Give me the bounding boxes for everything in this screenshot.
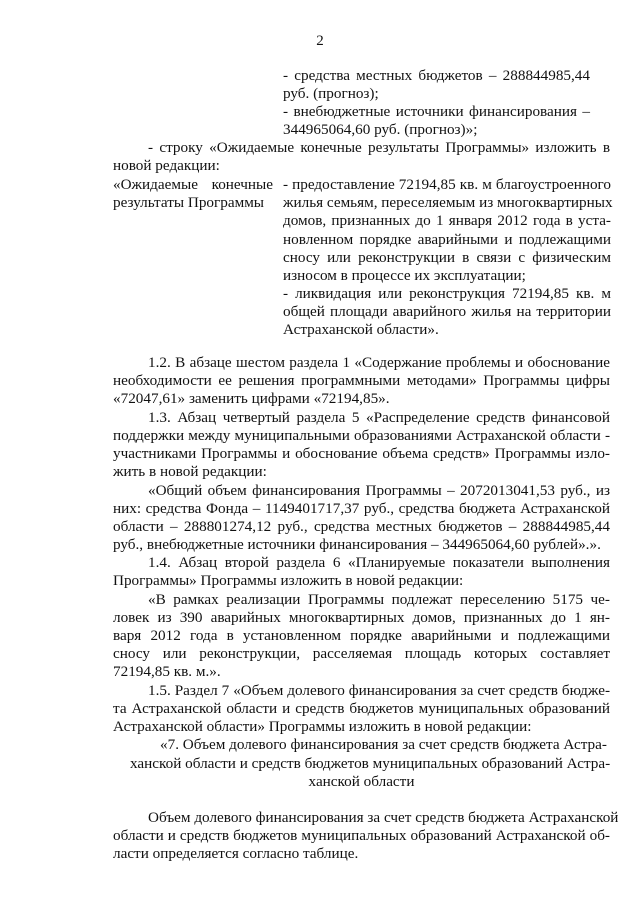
quote-1-4-line: варя 2012 года в установленном порядке аварийными и подлежащими xyxy=(113,627,610,644)
quote-1-3-line: руб., внебюджетные источники финансирования – 344965064,60 рублей».». xyxy=(113,536,601,553)
para-1-3-line: поддержки между муниципальными образованиями Астраханской области - xyxy=(113,427,610,444)
para-1-2-line: «72047,61» заменить цифрами «72194,85». xyxy=(113,390,390,407)
results-value-line: общей площади аварийного жилья на территории xyxy=(283,303,611,320)
section-7-heading: ханской области и средств бюджетов муниципальных образований Астра- xyxy=(130,755,611,772)
extrabudget-line-cont: 344965064,60 руб. (прогноз)»; xyxy=(283,121,478,138)
results-label-cont: результаты Программы xyxy=(113,194,265,211)
closing-line: Объем долевого финансирования за счет средств бюджета Астраханской xyxy=(148,809,619,826)
results-value-line: домов, признанных до 1 января 2012 года в уста- xyxy=(283,212,611,229)
results-value-line: - предоставление 72194,85 кв. м благоустроенного xyxy=(283,176,611,193)
para-1-5-line: 1.5. Раздел 7 «Объем долевого финансирования за счет средств бюдже- xyxy=(148,682,610,699)
results-intro-line-cont: новой редакции: xyxy=(113,157,220,174)
closing-line: ласти определяется согласно таблице. xyxy=(113,845,359,862)
quote-1-4-line: сносу или реконструкции, расселяемая площадь которых составляет xyxy=(113,645,610,662)
results-value-line: износом в процессе их эксплуатации; xyxy=(283,267,526,284)
para-1-3-line: участниками Программы и обоснование объема средств» Программы изло- xyxy=(113,445,610,462)
para-1-5-line: Астраханской области» Программы изложить в новой редакции: xyxy=(113,718,532,735)
page-number: 2 xyxy=(316,33,324,49)
results-value-line: новленном порядке аварийными и подлежащими xyxy=(283,231,611,248)
closing-line: области и средств бюджетов муниципальных образований Астраханской об- xyxy=(113,827,610,844)
quote-1-4-line: ловек из 390 аварийных многоквартирных домов, признанных до 1 ян- xyxy=(113,609,610,626)
results-value-line: жилья семьям, переселяемым из многоквартирных xyxy=(283,194,613,211)
para-1-3-line: жить в новой редакции: xyxy=(113,463,267,480)
quote-1-3-line: области – 288801274,12 руб., средства местных бюджетов – 288844985,44 xyxy=(113,518,610,535)
local-budget-line-cont: руб. (прогноз); xyxy=(283,85,379,102)
results-label: «Ожидаемые конечные xyxy=(113,176,273,193)
para-1-4-line: Программы» Программы изложить в новой редакции: xyxy=(113,572,464,589)
results-intro-line: - строку «Ожидаемые конечные результаты Программы» изложить в xyxy=(148,139,610,156)
local-budget-line: - средства местных бюджетов – 288844985,44 xyxy=(283,67,590,84)
para-1-2-line: 1.2. В абзаце шестом раздела 1 «Содержание проблемы и обоснование xyxy=(148,354,610,371)
quote-1-3-line: «Общий объем финансирования Программы – 2072013041,53 руб., из xyxy=(148,482,610,499)
para-1-3-line: 1.3. Абзац четвертый раздела 5 «Распределение средств финансовой xyxy=(148,409,610,426)
quote-1-3-line: них: средства Фонда – 1149401717,37 руб., средства бюджета Астраханской xyxy=(113,500,610,517)
quote-1-4-line: «В рамках реализации Программы подлежат переселению 5175 че- xyxy=(148,591,610,608)
para-1-2-line: необходимости ее решения программными методами» Программы цифры xyxy=(113,372,610,389)
quote-1-4-line: 72194,85 кв. м.». xyxy=(113,663,221,680)
para-1-4-line: 1.4. Абзац второй раздела 6 «Планируемые показатели выполнения xyxy=(148,554,610,571)
para-1-5-line: та Астраханской области и средств бюджетов муниципальных образований xyxy=(113,700,610,717)
section-7-heading: «7. Объем долевого финансирования за счет средств бюджета Астра- xyxy=(160,736,607,753)
results-value-line: сносу или реконструкции в связи с физическим xyxy=(283,249,611,266)
section-7-heading: ханской области xyxy=(308,773,415,790)
results-value-line: - ликвидация или реконструкция 72194,85 кв. м xyxy=(283,285,611,302)
results-value-line: Астраханской области». xyxy=(283,321,439,338)
extrabudget-line: - внебюджетные источники финансирования – xyxy=(283,103,590,120)
